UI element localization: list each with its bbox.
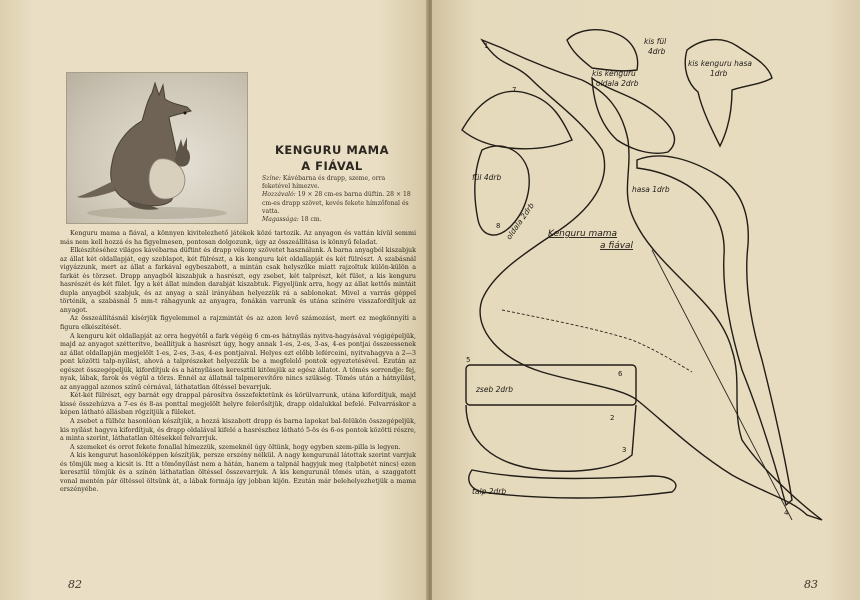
label-small-side-count: oldala 2drb — [596, 79, 639, 88]
page-number-right: 83 — [804, 578, 818, 591]
point-number: 8 — [496, 222, 501, 230]
article-body — [60, 230, 416, 495]
kangaroo-photo — [66, 72, 248, 224]
spec-color — [262, 175, 412, 191]
spec-materials — [262, 191, 412, 216]
paragraph: A kis kengurut hasonlóképpen készítjük, persze erszény nélkül. A nagy kengurunál látottak szerint varrjuk és tömjük meg a kicsit is. Itt a tömőnyílást nem a hátán, hanem a talpnál hagyjuk meg (talpbetét nincs) ezen keresztül tömjük és a színén láthatatlan öltéssel összevarrjuk. A kis kengurunál tömés után, a szaggatott vonal mentén pár öltéssel öltsünk át, a lábak formája így jobban kijön. Ezután már belehelyezhetjük a mama erszényébe. — [60, 452, 416, 494]
page-number-left: 82 — [68, 578, 82, 591]
paragraph: Az összeállításnál kísérjük figyelemmel a rajzmintát és az azon levő számozást, mert ez megkönnyíti a figura elkészítését. — [60, 315, 416, 332]
head-outline — [462, 91, 572, 148]
paragraph: A szemeket és orrot fekete fonallal hímezzük, szemeknél úgy öltünk, hogy egyben szem-pilla is legyen. — [70, 443, 401, 451]
label-small-belly: kis kenguru hasa — [688, 59, 753, 68]
point-number: 5 — [466, 356, 471, 364]
label-pouch: zseb 2drb — [476, 385, 513, 394]
spec-height — [262, 216, 412, 224]
point-number: 4 — [784, 509, 789, 517]
sewing-pattern — [432, 0, 860, 600]
spec-color-text: Kávébarna és drapp, szeme, orra feketével hímezve. — [262, 175, 386, 191]
point-number: 1 — [484, 42, 489, 50]
label-side: oldala 2drb — [504, 201, 537, 242]
label-small-side: kis kenguru — [592, 69, 636, 78]
spec-height-label: Magassága: — [262, 216, 299, 224]
spec-materials-text: 19 × 28 cm-es barna düftin. 28 × 18 cm-es drapp szövet, kevés fekete hímzőfonal és vatta. — [262, 191, 411, 215]
paragraph: Két-két fülrészt, egy barnát egy drappal párosítva összefektetünk és körülvarrunk, utána kifordítjuk, majd kissé összehúzva a 7-es és 8-as ponttal megjelölt helyre felerősítjük, drapp oldalukkal befelé. Felvarráskor a képen látható állásban rögzítjük a füleket. — [60, 392, 416, 417]
left-page — [0, 0, 428, 600]
label-ear: fül 4drb — [472, 173, 502, 182]
label-small-ear-count: 4drb — [648, 47, 666, 56]
spec-height-text: 18 cm. — [300, 216, 322, 224]
paragraph: Elkészítéséhez világos kávébarna düftint és drapp vékony szövetet használunk. A barna anyagból kiszabjuk az állat két oldallapját, egy szeblapot, két fülrészt, a kis kenguru két oldallapját és két fülrészt. A szabásnál vigyázzunk, mert az állat a farkával egybeszabott, a mintán csak helyszűke miatt rajzoltuk külön-külön a farkát és törzset. Drapp anyagból kiszabjuk a hasrészt, egy zsebet, két talprészt, két fület, a kis kenguru hasrészét és két fület. Így a két állat minden darabját kiszabtuk. Figyeljünk arra, hogy az állat kettős mintáit dupla anyagból szabjuk, és az anyag a szál irányában helyezzük rá a sablonokat. Mivel a varrás géppel történik, a szabásnál 5 mm-t ráhagyunk az anyagra, fonákán varrunk és utána színére visszafordítjuk az anyagot. — [60, 247, 416, 314]
pattern-title-line-1: Kenguru mama — [548, 229, 618, 239]
right-page — [432, 0, 860, 600]
title-line-1: KENGURU MAMA — [274, 143, 390, 157]
point-number: 3 — [622, 446, 627, 454]
kangaroo-figure — [67, 73, 247, 223]
point-number: 7 — [512, 86, 517, 94]
paragraph: A zsebet a fülhöz hasonlóan készítjük, a hozzá kiszabott drapp és barna lapokat bal-felükön összegépeljük, kis nyílást hagyva kifordítjuk, és drapp oldalával kifelé a hasrészhez látható 5-ös és 6-os pontok közötti részre, a minta szerint, láthatatlan öltésekkel felvarrjuk. — [60, 418, 416, 443]
point-number: 6 — [618, 370, 623, 378]
small-kangaroo-side-piece — [592, 78, 675, 153]
label-belly: hasa 1drb — [632, 185, 670, 194]
point-number: 2 — [610, 414, 615, 422]
stitch-line — [502, 310, 692, 372]
paragraph: Kenguru mama a fiával, a könnyen kivitelezhető játékok közé tartozik. Az anyagon és vattán kívül semmi más nem kell hozzá és ha figyelmesen, pontosan dolgozunk, úgy az összeállítása is könnyű feladat. — [60, 230, 416, 246]
label-small-belly-count: 1drb — [710, 69, 728, 78]
body-outline — [480, 40, 822, 520]
paragraph: A kenguru két oldallapját az orra hegyétől a fark végéig 6 cm-es hátnyílás nyitva-hagyásával végigépeljük, majd az anyagot szétterítve, beállítjuk a hasrészt úgy, hogy annak 1-es, 2-es, 3-as, 4-es pontjai összeessenek az állat oldallapján megjelölt 1-es, 2-es, 3-as, 4-es pontjaival. Helyes ezt előbb leférceini, nyitvahagyva a 2—3 pont közötti talp-nyílást, ahová a talprészeket helyezzük be a megfelelő pontok egyeztetésével. Ezután az egészet összegépeljük, kifordítjuk és a hátnyíláson keresztül kitömjük az egész állatot. A tömés sorrendje: fej, nyak, lábak, farok és végül a törzs. Ennél az állatnál talpmerevítőre nincs szükség. Tömés után a hátnyílást, az anyaggal azonos színű cérnával, láthatatlan öltéssel bevarrjuk. — [60, 332, 416, 391]
small-ear-piece — [567, 30, 638, 71]
label-small-ear: kis fül — [644, 37, 667, 46]
article-title — [262, 142, 402, 174]
small-kangaroo-belly-piece — [685, 40, 772, 146]
label-foot: talp 2drb — [472, 487, 507, 496]
spec-materials-label: Hozzávaló: — [262, 191, 296, 199]
spec-block — [262, 175, 412, 224]
grain-line — [652, 250, 792, 520]
pattern-title-line-2: a fiával — [600, 241, 634, 251]
spec-color-label: Színe: — [262, 175, 281, 182]
tail-outline — [637, 156, 792, 505]
title-line-2: A FIÁVAL — [301, 159, 363, 173]
